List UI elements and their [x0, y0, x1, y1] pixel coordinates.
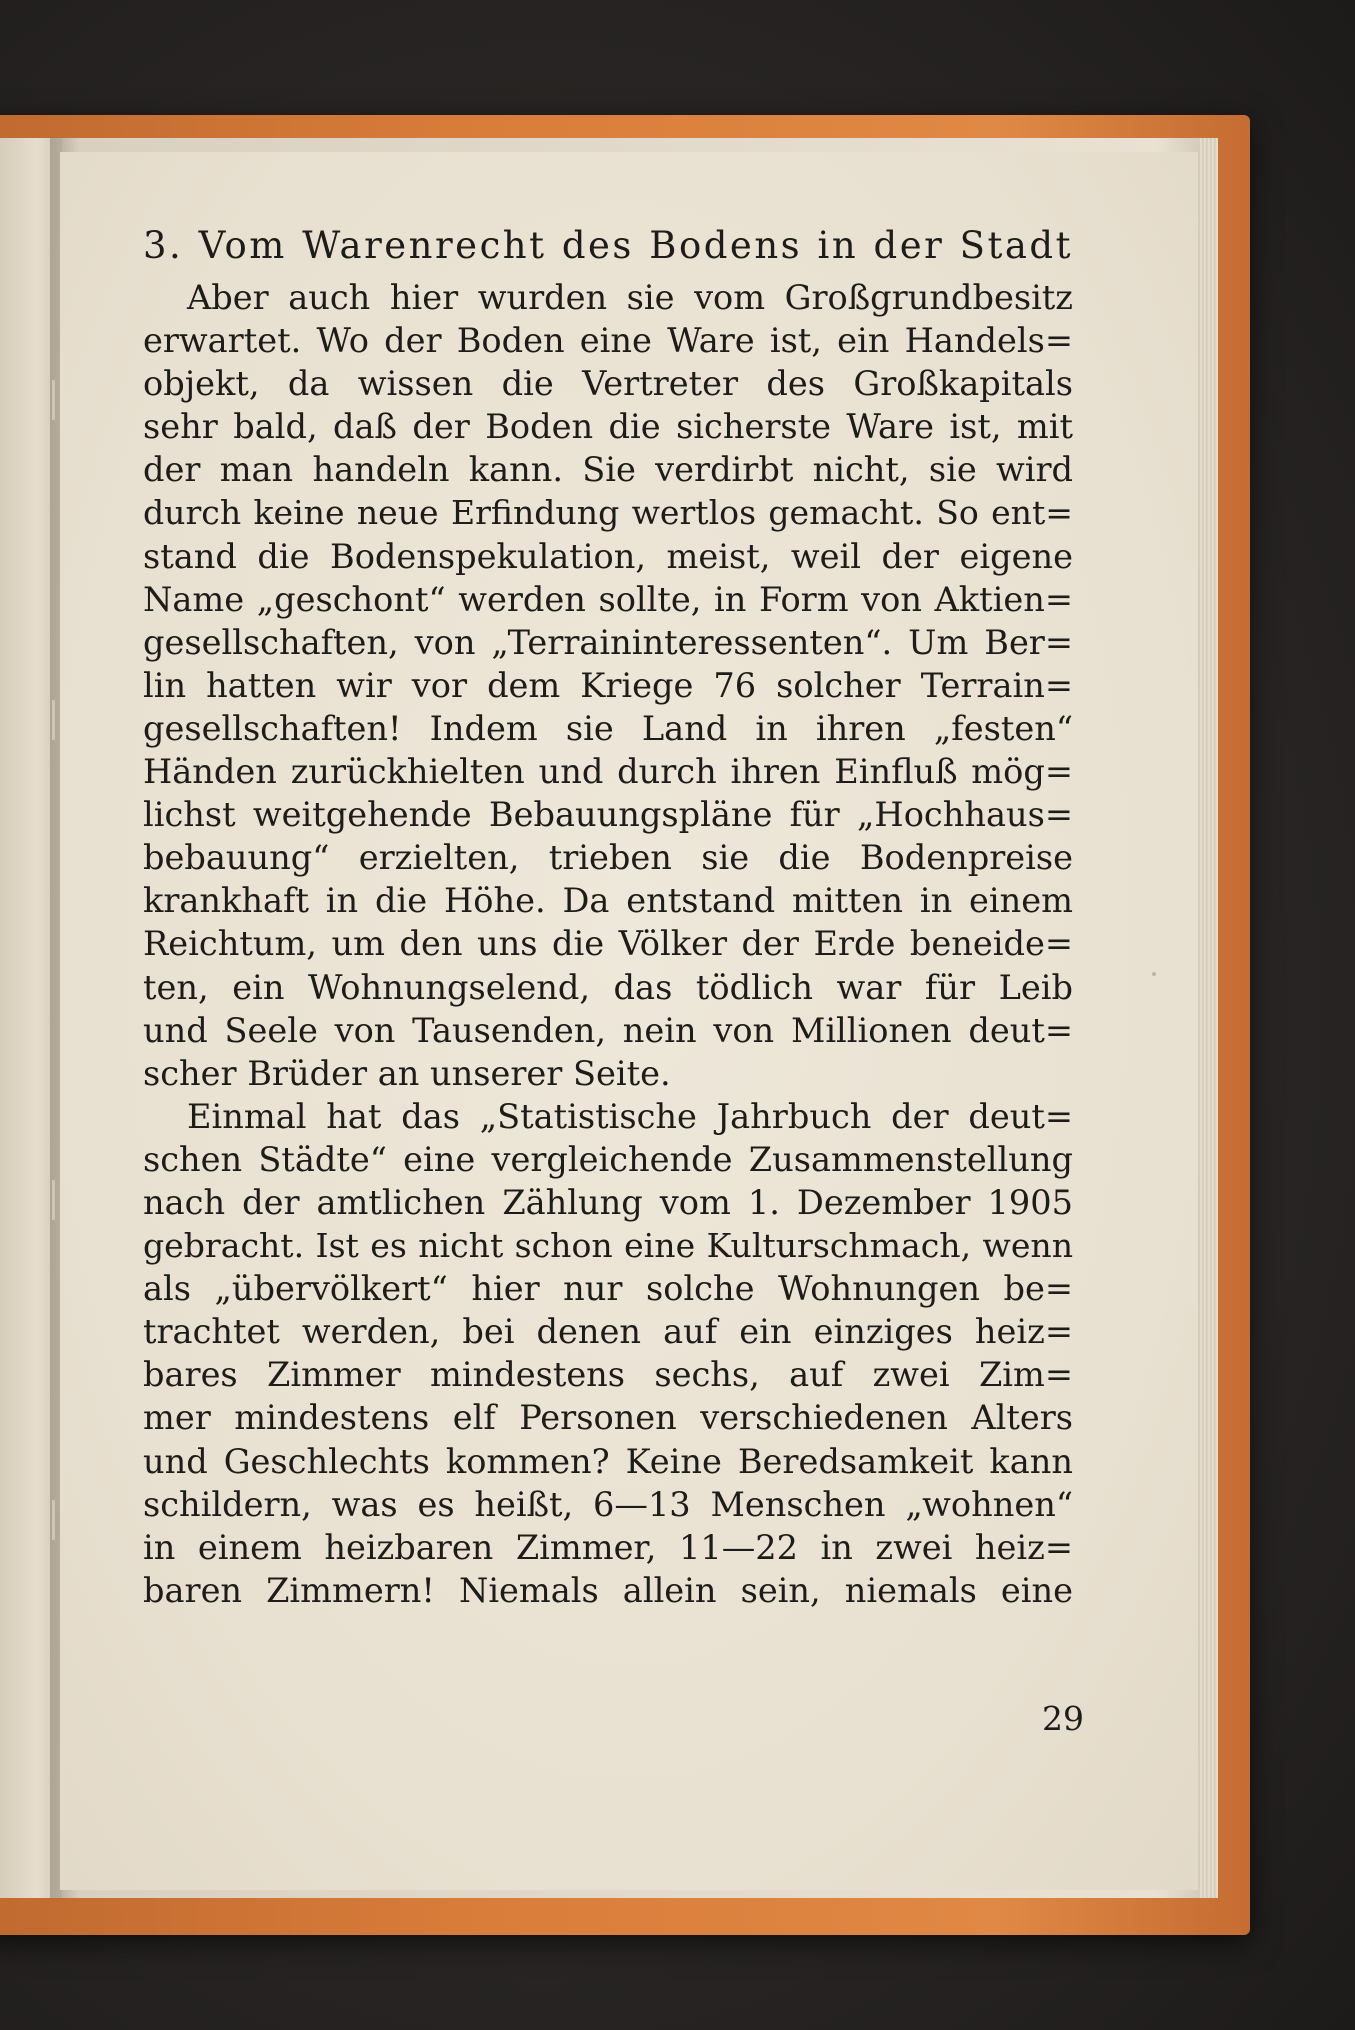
text-line: als „übervölkert“ hier nur solche Wohnungen be= [143, 1269, 1073, 1309]
text-line: schen Städte“ eine vergleichende Zusammenstellung [143, 1139, 1073, 1179]
text-line: Händen zurückhielten und durch ihren Einfluß mög= [143, 752, 1073, 792]
text-line: lichst weitgehende Bebauungspläne für „Hochhaus= [143, 795, 1073, 835]
text-line: Name „geschont“ werden sollte, in Form von Aktien= [143, 579, 1073, 619]
text-line: mer mindestens elf Personen verschiedenen Alters [143, 1398, 1073, 1438]
text-line: baren Zimmern! Niemals allein sein, niemals eine [143, 1570, 1073, 1610]
text-line: erwartet. Wo der Boden eine Ware ist, ein Handels= [143, 321, 1073, 361]
text-line: gebracht. Ist es nicht schon eine Kulturschmach, wenn [143, 1226, 1073, 1266]
page-number: 29 [1042, 1699, 1084, 1738]
text-line: sehr bald, daß der Boden die sicherste Ware ist, mit [143, 407, 1073, 447]
text-line: stand die Bodenspekulation, meist, weil der eigene [143, 536, 1073, 576]
text-line: lin hatten wir vor dem Kriege 76 solcher Terrain= [143, 665, 1073, 705]
text-line: Aber auch hier wurden sie vom Großgrundbesitz [187, 278, 1073, 317]
binding-thread [52, 1500, 55, 1540]
text-line: und Geschlechts kommen? Keine Beredsamkeit kann [143, 1441, 1073, 1481]
text-line: und Seele von Tausenden, nein von Millionen deut= [143, 1010, 1073, 1050]
text-line: bebauung“ erzielten, trieben sie die Bodenpreise [143, 838, 1073, 878]
dust-speck [1152, 972, 1156, 976]
text-line: Reichtum, um den uns die Völker der Erde beneide= [143, 924, 1073, 964]
binding-thread [52, 700, 55, 740]
text-line: bares Zimmer mindestens sechs, auf zwei Zim= [143, 1355, 1073, 1395]
text-line: schildern, was es heißt, 6—13 Menschen „wohnen“ [143, 1484, 1073, 1524]
text-line: durch keine neue Erfindung wertlos gemacht. So ent= [143, 493, 1073, 533]
text-line: Einmal hat das „Statistische Jahrbuch der deut= [187, 1096, 1073, 1136]
binding-thread [52, 380, 55, 420]
section-heading: 3. Vom Warenrecht des Bodens in der Stadt [143, 224, 1073, 267]
page-edges [1200, 138, 1218, 1898]
paragraph-1 [143, 276, 1073, 1095]
text-line: scher Brüder an unserer Seite. [143, 1053, 671, 1093]
text-line: krankhaft in die Höhe. Da entstand mitten in einem [143, 881, 1073, 921]
text-line: gesellschaften, von „Terraininteressenten“. Um Ber= [143, 622, 1073, 662]
text-line: ten, ein Wohnungselend, das tödlich war für Leib [143, 967, 1073, 1007]
text-line: trachtet werden, bei denen auf ein einziges heiz= [143, 1312, 1073, 1352]
book-page [60, 152, 1198, 1890]
text-line: der man handeln kann. Sie verdirbt nicht, sie wird [143, 450, 1073, 490]
text-line: in einem heizbaren Zimmer, 11—22 in zwei heiz= [143, 1527, 1073, 1567]
binding-thread [52, 1180, 55, 1220]
paragraph-2 [143, 1095, 1073, 1612]
text-line: nach der amtlichen Zählung vom 1. Dezember 1905 [143, 1182, 1073, 1222]
text-line: gesellschaften! Indem sie Land in ihren „festen“ [143, 708, 1073, 748]
page-text [143, 220, 1073, 1612]
text-line: objekt, da wissen die Vertreter des Großkapitals [143, 364, 1073, 404]
